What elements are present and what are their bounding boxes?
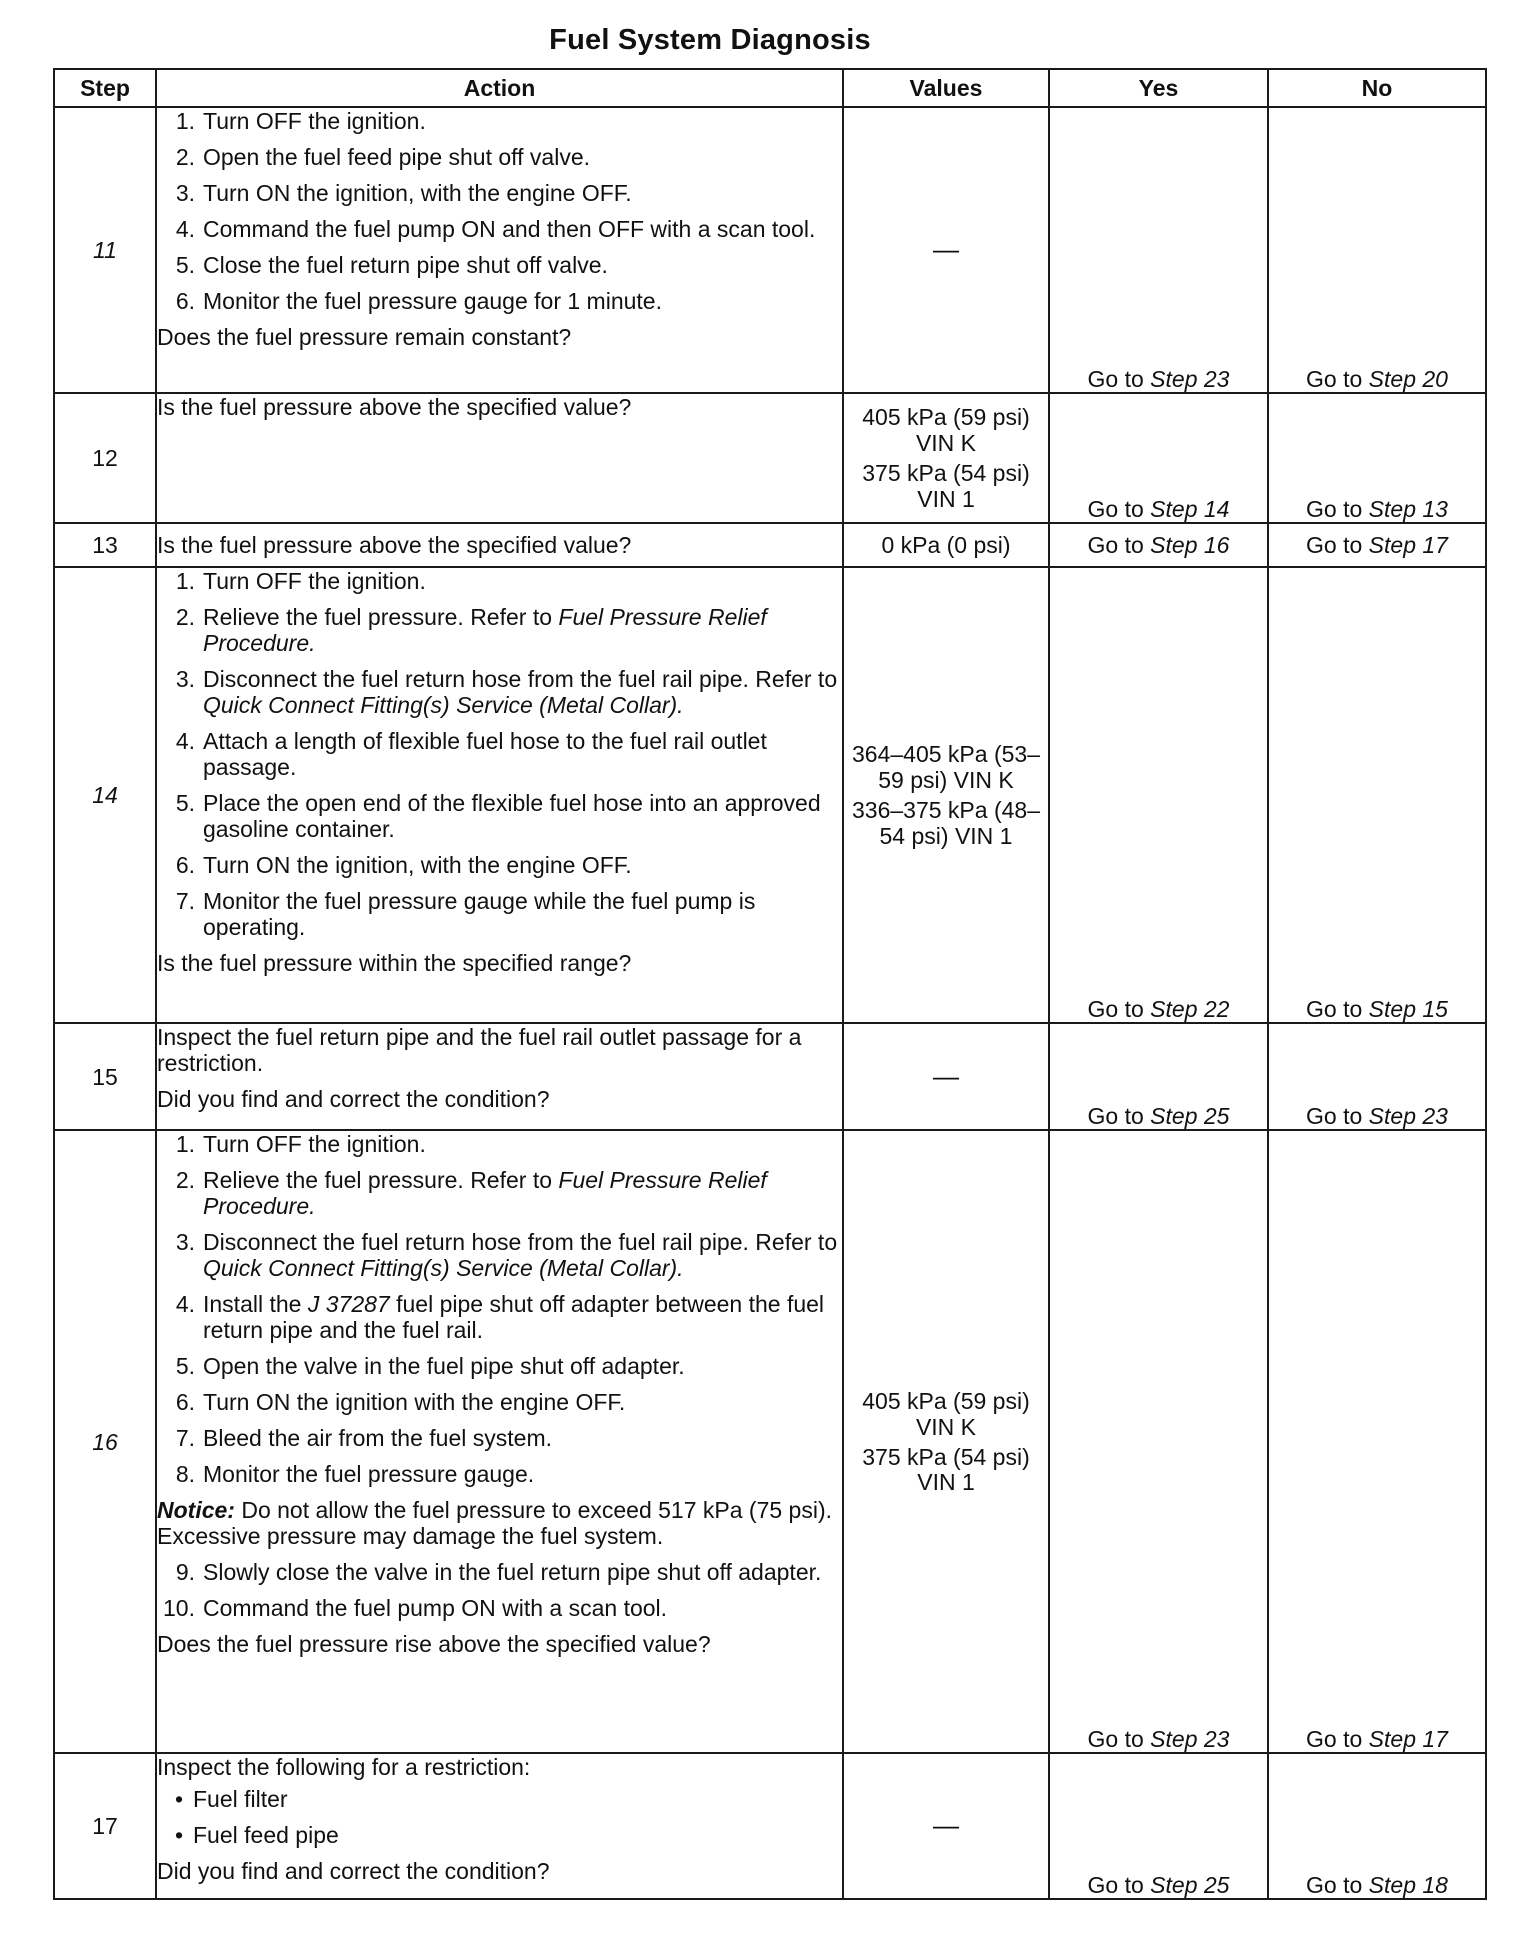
list-item: 8. Monitor the fuel pressure gauge.: [175, 1460, 535, 1487]
action-steps: [157, 1131, 842, 1487]
action-cell: [156, 1130, 843, 1753]
action-text: Inspect the fuel return pipe and the fuel rail outlet passage for a restriction.: [157, 1024, 802, 1076]
action-cell: [156, 393, 843, 523]
list-item: 5. Open the valve in the fuel pipe shut off adapter.: [175, 1352, 685, 1379]
list-item: • Fuel filter: [174, 1785, 288, 1812]
list-item: 1. Turn OFF the ignition.: [175, 1131, 426, 1157]
list-item: 2. Relieve the fuel pressure. Refer to Fuel Pressure Relief Procedure.: [175, 603, 767, 656]
step-number: 13: [54, 523, 156, 567]
yes-cell: Go to Step 23: [1049, 1130, 1268, 1753]
bullet-list: [157, 1786, 842, 1848]
header-no: No: [1268, 69, 1486, 107]
question: Does the fuel pressure rise above the specified value?: [157, 1630, 711, 1657]
no-cell: Go to Step 20: [1268, 107, 1486, 393]
action-steps: [157, 108, 842, 314]
values-cell: —: [843, 1023, 1049, 1130]
list-item: 7. Bleed the air from the fuel system.: [175, 1424, 552, 1451]
question: Did you find and correct the condition?: [157, 1857, 550, 1884]
step-number: 12: [54, 393, 156, 523]
step-number: 16: [54, 1130, 156, 1753]
values-cell: 405 kPa (59 psi) VIN K 375 kPa (54 psi) VIN 1: [843, 393, 1049, 523]
page-title: Fuel System Diagnosis: [549, 24, 871, 56]
list-item: 2. Open the fuel feed pipe shut off valve.: [175, 143, 591, 170]
no-cell: Go to Step 17: [1268, 1130, 1486, 1753]
table-row-step-11: [54, 107, 1486, 393]
list-item: 7. Monitor the fuel pressure gauge while the fuel pump is operating.: [175, 887, 756, 940]
table-row-step-13: [54, 523, 1486, 567]
list-item: 6. Turn ON the ignition, with the engine OFF.: [175, 851, 632, 878]
table-row-step-15: [54, 1023, 1486, 1130]
list-item: • Fuel feed pipe: [174, 1821, 339, 1848]
no-cell: Go to Step 15: [1268, 567, 1486, 1023]
list-item: 6. Turn ON the ignition with the engine OFF.: [175, 1388, 626, 1415]
values-cell: 0 kPa (0 psi): [843, 523, 1049, 567]
question: Is the fuel pressure within the specified range?: [157, 949, 632, 976]
no-cell: Go to Step 17: [1268, 523, 1486, 567]
list-item: 9. Slowly close the valve in the fuel return pipe shut off adapter.: [175, 1558, 822, 1585]
table-header-row: [54, 69, 1486, 107]
table-row-step-17: [54, 1753, 1486, 1899]
yes-cell: Go to Step 23: [1049, 107, 1268, 393]
list-item: 4. Attach a length of flexible fuel hose to the fuel rail outlet passage.: [175, 727, 767, 780]
yes-cell: Go to Step 14: [1049, 393, 1268, 523]
question: Is the fuel pressure above the specified value?: [157, 394, 632, 420]
list-item: 4. Command the fuel pump ON and then OFF with a scan tool.: [175, 215, 816, 242]
list-item: 2. Relieve the fuel pressure. Refer to Fuel Pressure Relief Procedure.: [175, 1166, 767, 1219]
list-item: 4. Install the J 37287 fuel pipe shut off adapter between the fuel return pipe and the fuel rail.: [175, 1290, 825, 1343]
step-number: 11: [54, 107, 156, 393]
action-cell: [156, 1023, 843, 1130]
list-item: 3. Disconnect the fuel return hose from the fuel rail pipe. Refer to Quick Connect Fitting(s) Service (Metal Collar).: [175, 665, 838, 718]
list-item: 1. Turn OFF the ignition.: [175, 108, 426, 134]
header-step: Step: [54, 69, 156, 107]
step-number: 15: [54, 1023, 156, 1130]
values-cell: 364–405 kPa (53–59 psi) VIN K 336–375 kPa (48–54 psi) VIN 1: [843, 567, 1049, 1023]
list-item: 3. Turn ON the ignition, with the engine OFF.: [175, 179, 632, 206]
step-number: 17: [54, 1753, 156, 1899]
no-cell: Go to Step 13: [1268, 393, 1486, 523]
action-cell: [156, 1753, 843, 1899]
action-steps: [157, 568, 842, 940]
list-item: 5. Close the fuel return pipe shut off valve.: [175, 251, 608, 278]
list-item: 3. Disconnect the fuel return hose from the fuel rail pipe. Refer to Quick Connect Fitting(s) Service (Metal Collar).: [175, 1228, 838, 1281]
values-cell: —: [843, 1753, 1049, 1899]
yes-cell: Go to Step 16: [1049, 523, 1268, 567]
action-steps-continued: [157, 1559, 842, 1621]
action-cell: [156, 523, 843, 567]
table-row-step-14: [54, 567, 1486, 1023]
yes-cell: Go to Step 25: [1049, 1753, 1268, 1899]
header-yes: Yes: [1049, 69, 1268, 107]
list-item: 1. Turn OFF the ignition.: [175, 568, 426, 594]
action-cell: [156, 107, 843, 393]
no-cell: Go to Step 18: [1268, 1753, 1486, 1899]
step-number: 14: [54, 567, 156, 1023]
list-item: 5. Place the open end of the flexible fuel hose into an approved gasoline container.: [175, 789, 821, 842]
question: Does the fuel pressure remain constant?: [157, 323, 572, 350]
question: Did you find and correct the condition?: [157, 1085, 550, 1112]
yes-cell: Go to Step 22: [1049, 567, 1268, 1023]
action-cell: [156, 567, 843, 1023]
yes-cell: Go to Step 25: [1049, 1023, 1268, 1130]
table-row-step-16: [54, 1130, 1486, 1753]
header-values: Values: [843, 69, 1049, 107]
values-cell: 405 kPa (59 psi) VIN K 375 kPa (54 psi) VIN 1: [843, 1130, 1049, 1753]
list-item: 10. Command the fuel pump ON with a scan tool.: [163, 1594, 668, 1621]
header-action: Action: [156, 69, 843, 107]
values-cell: —: [843, 107, 1049, 393]
no-cell: Go to Step 23: [1268, 1023, 1486, 1130]
question: Is the fuel pressure above the specified value?: [157, 532, 632, 558]
diagnosis-table: [53, 68, 1487, 1900]
table-row-step-12: [54, 393, 1486, 523]
action-text: Inspect the following for a restriction:: [157, 1754, 531, 1780]
notice: Notice: Do not allow the fuel pressure to exceed 517 kPa (75 psi). Excessive pressure may damage the fuel system.: [157, 1496, 833, 1549]
list-item: 6. Monitor the fuel pressure gauge for 1 minute.: [175, 287, 662, 314]
